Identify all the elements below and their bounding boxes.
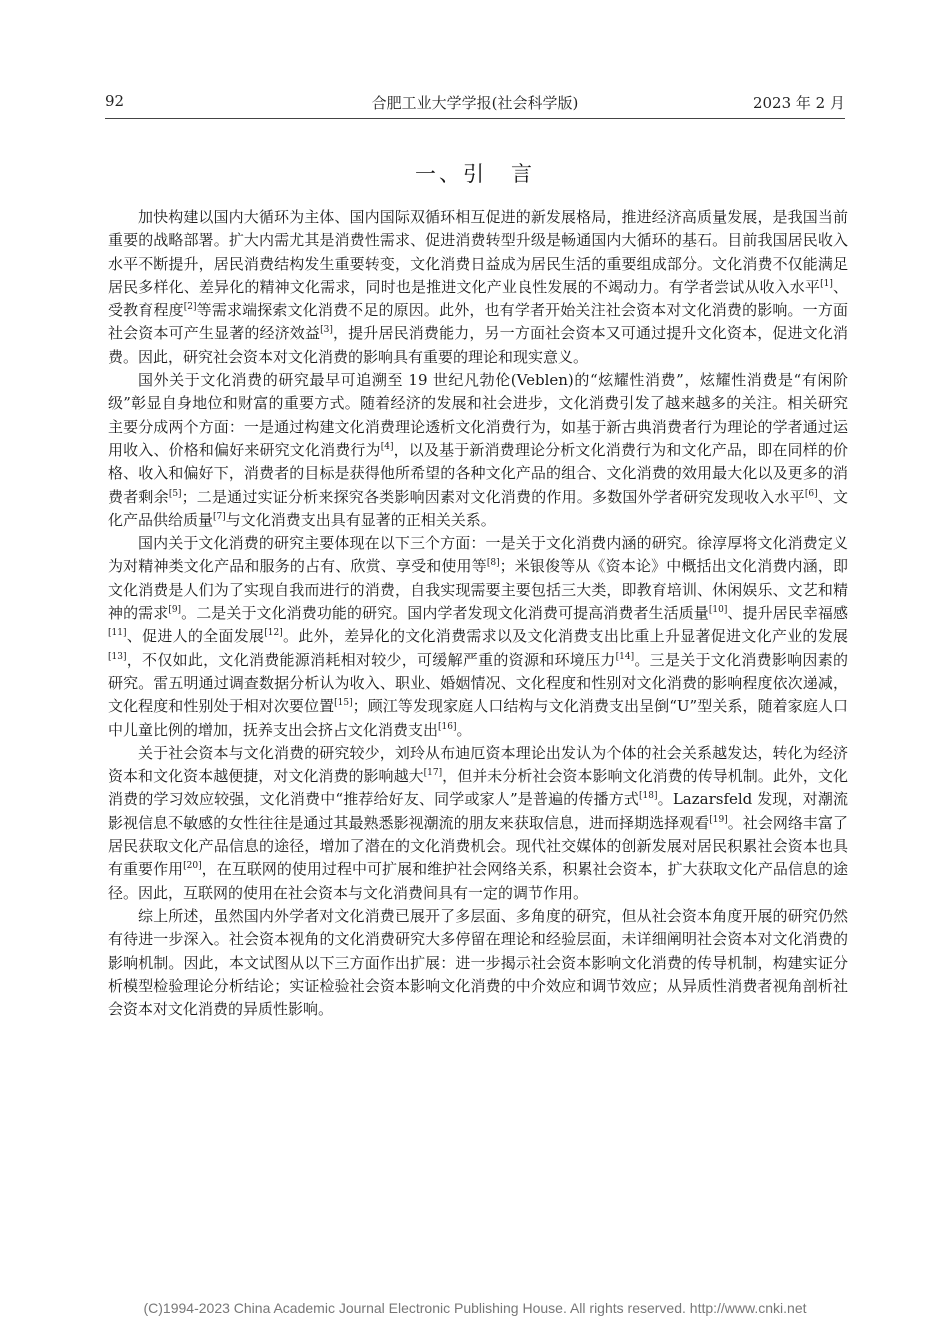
- paragraph-text: 关于社会资本与文化消费的研究较少，刘玲从布迪厄资本理论出发认为个体的社会关系越发达，转化为经济资本和文化资本越便捷，对文化消费的影响越大: [108, 743, 848, 786]
- citation-ref[interactable]: [5]: [168, 488, 182, 499]
- paragraph-text: ；米银俊等从《资本论》中概括出文化消费内涵，即文化消费是人们为了实现自我而进行的消费，自我实现需要主要包括三大类，即教育培训、休闲娱乐、文艺和精神的需求: [108, 557, 848, 623]
- citation-ref[interactable]: [4]: [380, 441, 394, 452]
- citation-ref[interactable]: [19]: [709, 814, 728, 825]
- paragraph: [108, 369, 848, 532]
- paragraph-text: 。二是关于文化消费功能的研究。国内学者发现文化消费可提高消费者生活质量: [181, 604, 709, 623]
- paragraph: [108, 206, 848, 369]
- paragraph: [108, 532, 848, 742]
- citation-ref[interactable]: [8]: [486, 558, 500, 569]
- paragraph-text: 。此外，差异化的文化消费需求以及文化消费支出比重上升显著促进文化产业的发展: [282, 627, 848, 646]
- citation-ref[interactable]: [16]: [438, 721, 457, 732]
- citation-ref[interactable]: [17]: [423, 768, 443, 779]
- paragraph-text: 。: [456, 720, 472, 739]
- paragraph-text: ；二是通过实证分析来探究各类影响因素对文化消费的作用。多数国外学者研究发现收入水平: [181, 487, 805, 506]
- citation-ref[interactable]: [1]: [820, 278, 833, 289]
- citation-ref[interactable]: [14]: [615, 651, 635, 662]
- citation-ref[interactable]: [3]: [320, 325, 333, 336]
- citation-ref[interactable]: [12]: [264, 628, 283, 639]
- paragraph-text: 加快构建以国内大循环为主体、国内国际双循环相互促进的新发展格局，推进经济高质量发展，是我国当前重要的战略部署。扩大内需尤其是消费性需求、促进消费转型升级是畅通国内大循环的基石。目前我国居民收入水平不断提升，居民消费结构发生重要转变，文化消费日益成为居民生活的重要组成部分。文化消费不仅能满足居民多样化、差异化的精神文化需求，同时也是推进文化产业良性发展的不竭动力。有学者尝试从收入水平: [108, 208, 848, 296]
- paragraph-text: 、受教育程度: [108, 277, 848, 320]
- paragraph-text: 与文化消费支出具有显著的正相关关系。: [225, 510, 496, 529]
- citation-ref[interactable]: [18]: [639, 791, 658, 802]
- copyright-footer: (C)1994-2023 China Academic Journal Electronic Publishing House. All rights reserved. http://www.cnki.net: [143, 1300, 807, 1316]
- paragraph-text: 、文化产品供给质量: [108, 487, 848, 529]
- citation-ref[interactable]: [20]: [183, 861, 202, 872]
- section-title: 一、引 言: [415, 162, 535, 186]
- citation-ref[interactable]: [7]: [213, 511, 226, 522]
- citation-ref[interactable]: [11]: [108, 628, 127, 639]
- paragraph: [108, 905, 848, 1021]
- running-header: [105, 92, 845, 114]
- paragraph-text: ；顾江等发现家庭人口结构与文化消费支出呈倒“U”型关系，随着家庭人口中儿童比例的增加，抚养支出会挤占文化消费支出: [108, 697, 848, 739]
- header-rule: [105, 118, 845, 119]
- paragraph-text: ，不仅如此，文化消费能源消耗相对较少，可缓解严重的资源和环境压力: [126, 650, 616, 669]
- paragraph-text: 等需求端探索文化消费不足的原因。此外，也有学者开始关注社会资本对文化消费的影响。一方面社会资本可产生显著的经济效益: [108, 301, 848, 343]
- paragraph-text: 。三是关于文化消费影响因素的研究。雷五明通过调查数据分析认为收入、职业、婚姻情况、文化程度和性别对文化消费的影响程度依次递减，文化程度和性别处于相对次要位置: [108, 650, 848, 716]
- paragraph-text: 、促进人的全面发展: [126, 627, 265, 646]
- paragraph-text: 。社会网络丰富了居民获取文化产品信息的途径，增加了潜在的文化消费机会。现代社交媒体的创新发展对居民积累社会资本也具有重要作用: [108, 813, 848, 879]
- journal-title: 合肥工业大学学报(社会科学版): [371, 94, 579, 112]
- citation-ref[interactable]: [9]: [168, 605, 182, 616]
- paragraph-text: 国外关于文化消费的研究最早可追溯至 19 世纪凡勃伦(Veblen)的“炫耀性消费”，炫耀性消费是“有闲阶级”彰显自身地位和财富的重要方式。随着经济的发展和社会进步，文化消费引发了越来越多的关注。相关研究主要分成两个方面：一是通过构建文化消费理论透析文化消费行为，如基于新古典消费者行为理论的学者通过运用收入、价格和偏好来研究文化消费行为: [108, 371, 848, 459]
- citation-ref[interactable]: [10]: [708, 605, 728, 616]
- citation-ref[interactable]: [15]: [334, 698, 353, 709]
- citation-ref[interactable]: [6]: [804, 488, 818, 499]
- issue-date: 2023 年 2 月: [752, 94, 845, 112]
- paragraph-text: 、提升居民幸福感: [727, 604, 848, 623]
- body-text: [108, 206, 848, 1021]
- paragraph: [108, 742, 848, 905]
- paragraph-text: ，提升居民消费能力，另一方面社会资本又可通过提升文化资本，促进文化消费。因此，研究社会资本对文化消费的影响具有重要的理论和现实意义。: [108, 324, 848, 366]
- paragraph-text: ，以及基于新消费理论分析文化消费行为和文化产品，即在同样的价格、收入和偏好下，消费者的目标是获得他所希望的各种文化产品的组合、文化消费的效用最大化以及更多的消费者剩余: [108, 440, 848, 506]
- paragraph-text: ，在互联网的使用过程中可扩展和维护社会网络关系，积累社会资本，扩大获取文化产品信息的途径。因此，互联网的使用在社会资本与文化消费间具有一定的调节作用。: [108, 860, 848, 902]
- paragraph-text: ，但并未分析社会资本影响文化消费的传导机制。此外，文化消费的学习效应较强，文化消费中“推荐给好友、同学或家人”是普遍的传播方式: [108, 767, 848, 809]
- paragraph-text: 。Lazarsfeld 发现，对潮流影视信息不敏感的女性往往是通过其最熟悉影视潮流的朋友来获取信息，进而择期选择观看: [108, 790, 848, 832]
- citation-ref[interactable]: [13]: [108, 651, 127, 662]
- page-number: 92: [105, 92, 125, 110]
- paragraph-text: 综上所述，虽然国内外学者对文化消费已展开了多层面、多角度的研究，但从社会资本角度开展的研究仍然有待进一步深入。社会资本视角的文化消费研究大多停留在理论和经验层面，未详细阐明社会资本对文化消费的影响机制。因此，本文试图从以下三方面作出扩展：进一步揭示社会资本影响文化消费的传导机制，构建实证分析模型检验理论分析结论；实证检验社会资本影响文化消费的中介效应和调节效应；从异质性消费者视角剖析社会资本对文化消费的异质性影响。: [108, 906, 848, 1019]
- citation-ref[interactable]: [2]: [183, 302, 197, 313]
- paragraph-text: 国内关于文化消费的研究主要体现在以下三个方面：一是关于文化消费内涵的研究。徐淳厚将文化消费定义为对精神类文化产品和服务的占有、欣赏、享受和使用等: [108, 534, 848, 576]
